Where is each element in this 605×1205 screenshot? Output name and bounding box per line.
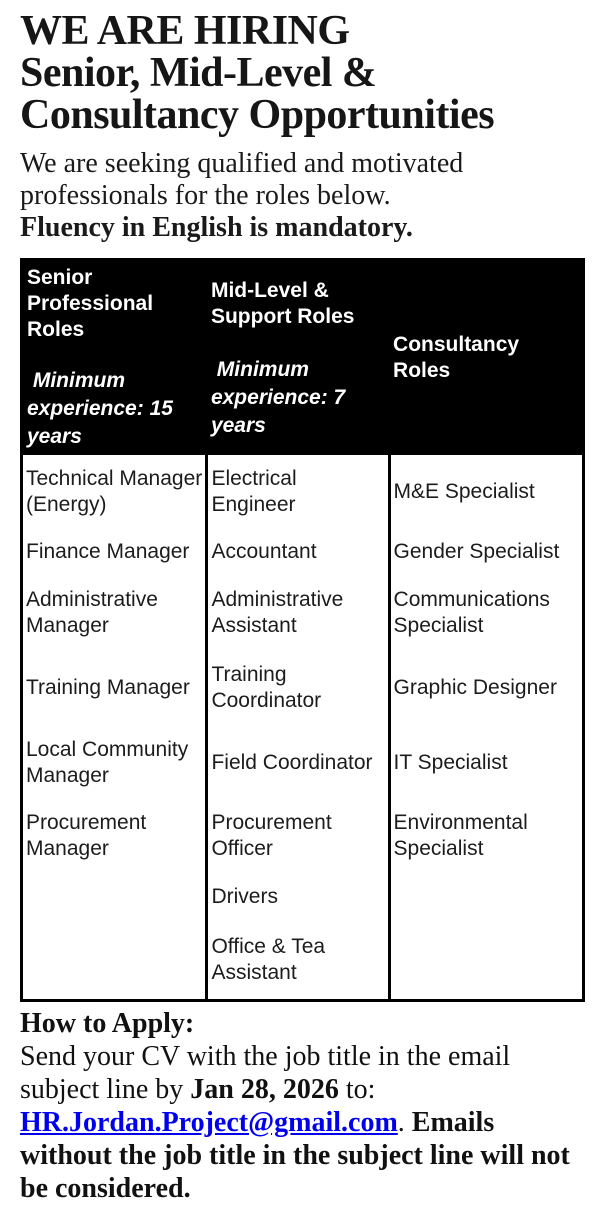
role-cell: M&E Specialist [389,455,583,528]
role-cell: Procurement Officer [207,799,389,872]
title-line-3: Consultancy Opportunities [20,92,495,138]
page-title [20,10,585,136]
role-cell: Local Community Manager [22,726,207,799]
table-row [22,650,584,726]
apply-separator: . [397,1106,412,1138]
role-cell: Environmental Specialist [389,799,583,872]
role-cell [22,872,207,922]
roles-table [20,258,585,1002]
apply-instruction-suffix: to: [338,1073,376,1105]
intro-mandatory-note: Fluency in English is mandatory. [20,212,413,243]
header-senior-title: Senior Professional Roles [27,266,154,341]
roles-table-header [22,260,584,456]
roles-table-body [22,455,584,1000]
intro-paragraph [20,148,585,244]
apply-instructions [20,1040,585,1205]
role-cell: IT Specialist [389,726,583,799]
role-cell: Gender Specialist [389,528,583,576]
apply-section [20,1007,585,1205]
role-cell: Administrative Manager [22,576,207,650]
header-consultancy-roles [389,260,583,456]
table-row [22,922,584,1000]
role-cell: Technical Manager (Energy) [22,455,207,528]
role-cell: Office & Tea Assistant [207,922,389,1000]
apply-instruction-prefix: Send your CV with the job title in the email subject line by [20,1040,511,1105]
role-cell: Graphic Designer [389,650,583,726]
table-row [22,799,584,872]
header-senior-roles [22,260,207,456]
header-midlevel-title: Mid-Level & Support Roles [210,279,355,328]
intro-text: We are seeking qualified and motivated professionals for the roles below. [20,148,464,211]
table-row [22,576,584,650]
role-cell: Procurement Manager [22,799,207,872]
header-senior-experience: Minimum experience: 15 years [27,369,179,448]
apply-warning: Emails without the job title in the subject line will not be considered. [20,1106,570,1204]
header-midlevel-experience: Minimum experience: 7 years [210,358,352,437]
role-cell [389,922,583,1000]
role-cell: Field Coordinator [207,726,389,799]
role-cell: Electrical Engineer [207,455,389,528]
role-cell: Finance Manager [22,528,207,576]
apply-deadline: Jan 28, 2026 [190,1073,339,1105]
role-cell: Communications Specialist [389,576,583,650]
role-cell: Training Coordinator [207,650,389,726]
title-line-1: WE ARE HIRING [20,8,350,54]
role-cell [389,872,583,922]
email-link[interactable]: HR.Jordan.Project@gmail.com [20,1106,398,1138]
header-midlevel-roles [207,260,389,456]
role-cell [22,922,207,1000]
table-row [22,872,584,922]
role-cell: Training Manager [22,650,207,726]
role-cell: Accountant [207,528,389,576]
table-row [22,726,584,799]
apply-heading: How to Apply: [20,1007,195,1039]
title-line-2: Senior, Mid-Level & [20,50,377,96]
table-row [22,528,584,576]
header-consultancy-title: Consultancy Roles [393,333,520,382]
role-cell: Drivers [207,872,389,922]
role-cell: Administrative Assistant [207,576,389,650]
table-row [22,455,584,528]
